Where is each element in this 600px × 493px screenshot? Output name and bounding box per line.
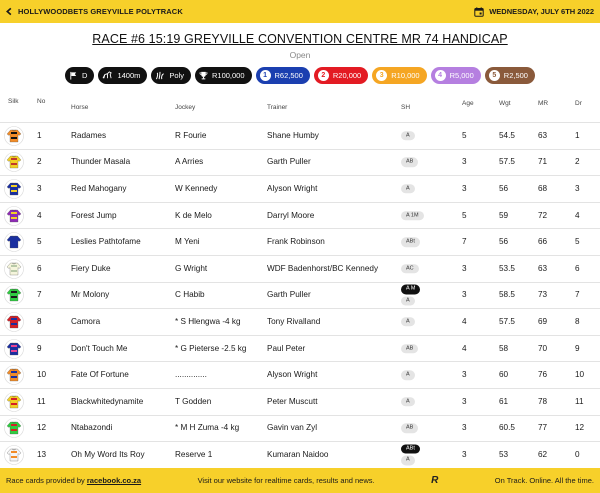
pill-label: D — [82, 71, 88, 80]
col-wgt: Wgt — [499, 100, 511, 107]
place-number: 5 — [489, 70, 500, 81]
jockey-name: K de Melo — [175, 210, 212, 220]
runner-weight: 58.5 — [499, 290, 515, 300]
runner-number: 8 — [37, 316, 42, 326]
sh-badges — [401, 370, 415, 380]
trainer-name: Alyson Wright — [267, 183, 318, 193]
runner-number: 2 — [37, 157, 42, 167]
silk-jersey-icon — [4, 339, 24, 359]
horse-name: Leslies Pathtofame — [71, 237, 141, 247]
col-sh: SH — [401, 104, 411, 111]
trainer-name: Tony Rivalland — [267, 316, 321, 326]
runner-number: 5 — [37, 237, 42, 247]
horse-name: Thunder Masala — [71, 157, 131, 167]
footer-credit — [6, 476, 141, 485]
equipment-badge: A — [401, 184, 415, 194]
trainer-name: Darryl Moore — [267, 210, 315, 220]
merit-rating: 69 — [538, 316, 548, 326]
footer-bar — [0, 468, 600, 493]
runner-age: 5 — [462, 130, 467, 140]
runner-number: 4 — [37, 210, 42, 220]
runner-age: 3 — [462, 263, 467, 273]
horse-name: Fate Of Fortune — [71, 370, 129, 380]
race-pill — [372, 67, 426, 84]
merit-rating: 63 — [538, 130, 548, 140]
table-row[interactable] — [0, 441, 600, 468]
draw-number: 1 — [575, 130, 580, 140]
runner-number: 10 — [37, 370, 47, 380]
jockey-name: Reserve 1 — [175, 449, 213, 459]
sh-badges — [401, 264, 419, 274]
race-date: WEDNESDAY, JULY 6TH 2022 — [489, 7, 594, 16]
race-info-pills — [0, 67, 600, 84]
place-number: 3 — [376, 70, 387, 81]
date-header — [474, 7, 594, 17]
equipment-badge: AC — [401, 264, 419, 274]
draw-number: 10 — [575, 370, 585, 380]
col-horse: Horse — [71, 104, 89, 111]
horse-name: Red Mahogany — [71, 183, 127, 193]
silk-jersey-icon — [4, 392, 24, 412]
trainer-name: Peter Muscutt — [267, 396, 318, 406]
horse-name: Mr Molony — [71, 290, 110, 300]
race-title: RACE #6 15:19 GREYVILLE CONVENTION CENTRE MR 74 HANDICAP — [92, 32, 508, 46]
pill-label: R100,000 — [211, 71, 245, 80]
silk-jersey-icon — [4, 126, 24, 146]
horse-name: Fiery Duke — [71, 263, 111, 273]
sh-badges — [401, 424, 418, 434]
trainer-name: Garth Puller — [267, 157, 311, 167]
col-dr: Dr — [575, 100, 582, 107]
col-silk: Silk — [8, 98, 19, 105]
silk-jersey-icon — [4, 152, 24, 172]
draw-number: 12 — [575, 423, 585, 433]
col-age: Age — [462, 100, 474, 107]
equipment-badge: A M — [401, 285, 420, 295]
merit-rating: 70 — [538, 343, 548, 353]
place-number: 4 — [435, 70, 446, 81]
silk-jersey-icon — [4, 232, 24, 252]
top-bar — [0, 0, 600, 23]
horse-icon — [102, 71, 113, 80]
pill-label: R62,500 — [274, 71, 303, 80]
horse-name: Oh My Word Its Roy — [71, 449, 145, 459]
runner-age: 3 — [462, 370, 467, 380]
col-mr: MR — [538, 100, 549, 107]
runners-table — [0, 122, 600, 468]
table-row[interactable] — [0, 335, 600, 362]
sh-badges — [401, 131, 415, 141]
equipment-badge: ABt — [401, 237, 420, 247]
equipment-badge: A — [401, 296, 415, 306]
trainer-name: Gavin van Zyl — [267, 423, 318, 433]
race-pill — [431, 67, 481, 84]
footer-tagline: On Track. Online. All the time. — [494, 476, 594, 485]
runner-number: 13 — [37, 449, 47, 459]
footer-credit-text: Race cards provided by — [6, 476, 85, 485]
race-pill — [151, 67, 191, 84]
calendar-icon — [474, 7, 484, 17]
pill-label: Poly — [169, 71, 184, 80]
draw-number: 6 — [575, 263, 580, 273]
runner-weight: 56 — [499, 237, 509, 247]
runner-weight: 57.5 — [499, 316, 515, 326]
merit-rating: 63 — [538, 263, 548, 273]
runner-number: 1 — [37, 130, 42, 140]
table-row[interactable] — [0, 202, 600, 229]
horse-name: Forest Jump — [71, 210, 117, 220]
draw-number: 2 — [575, 157, 580, 167]
equipment-badge: A — [401, 131, 415, 141]
runner-weight: 61 — [499, 396, 509, 406]
race-pill — [195, 67, 252, 84]
merit-rating: 66 — [538, 237, 548, 247]
runner-age: 3 — [462, 290, 467, 300]
horse-name: Radames — [71, 130, 107, 140]
venue-title: HOLLYWOODBETS GREYVILLE POLYTRACK — [18, 7, 183, 16]
merit-rating: 73 — [538, 290, 548, 300]
race-pill — [65, 67, 94, 84]
jockey-name: M Yeni — [175, 237, 200, 247]
table-row[interactable] — [0, 388, 600, 415]
pill-label: 1400m — [117, 71, 141, 80]
pill-label: R2,500 — [503, 71, 528, 80]
horse-name: Camora — [71, 316, 101, 326]
runner-number: 9 — [37, 343, 42, 353]
runner-weight: 60 — [499, 370, 509, 380]
silk-jersey-icon — [4, 259, 24, 279]
pill-label: R5,000 — [449, 71, 474, 80]
merit-rating: 77 — [538, 423, 548, 433]
equipment-badge: AB — [401, 344, 418, 354]
brand-logo-icon: R — [431, 475, 439, 486]
runner-weight: 57.5 — [499, 157, 515, 167]
racebook-link[interactable]: racebook.co.za — [86, 476, 142, 485]
jockey-name: A Arries — [175, 157, 204, 167]
draw-number: 3 — [575, 183, 580, 193]
trainer-name: Alyson Wright — [267, 370, 318, 380]
runner-age: 3 — [462, 449, 467, 459]
horse-name: Ntabazondi — [71, 423, 113, 433]
venue-header — [5, 7, 183, 16]
runner-age: 7 — [462, 237, 467, 247]
equipment-badge: A — [401, 456, 415, 466]
draw-number: 9 — [575, 343, 580, 353]
back-arrow-icon[interactable] — [5, 7, 14, 16]
table-row[interactable] — [0, 361, 600, 388]
draw-number: 5 — [575, 237, 580, 247]
runner-age: 4 — [462, 316, 467, 326]
draw-number: 0 — [575, 449, 580, 459]
sh-badges — [401, 211, 424, 221]
runner-weight: 56 — [499, 183, 509, 193]
jockey-name: R Fourie — [175, 130, 207, 140]
sh-badges — [401, 158, 418, 168]
equipment-badge: AB — [401, 158, 418, 168]
draw-number: 7 — [575, 290, 580, 300]
jockey-name: * G Pieterse -2.5 kg — [175, 343, 247, 353]
runner-weight: 53.5 — [499, 263, 515, 273]
silk-jersey-icon — [4, 418, 24, 438]
jockey-name: C Habib — [175, 290, 205, 300]
sh-badges — [401, 285, 420, 306]
runner-number: 3 — [37, 183, 42, 193]
table-row[interactable] — [0, 308, 600, 335]
jockey-name: W Kennedy — [175, 183, 218, 193]
pill-label: R20,000 — [332, 71, 362, 80]
race-pill — [314, 67, 368, 84]
horse-name: Blackwhitedynamite — [71, 396, 144, 406]
draw-number: 4 — [575, 210, 580, 220]
jockey-name: .............. — [175, 370, 207, 380]
table-row[interactable] — [0, 228, 600, 255]
draw-number: 8 — [575, 316, 580, 326]
merit-rating: 71 — [538, 157, 548, 167]
equipment-badge: ABt — [401, 444, 420, 454]
runner-weight: 53 — [499, 449, 509, 459]
silk-jersey-icon — [4, 206, 24, 226]
runner-age: 4 — [462, 343, 467, 353]
runner-age: 3 — [462, 183, 467, 193]
trainer-name: Garth Puller — [267, 290, 311, 300]
col-no: No — [37, 98, 46, 105]
race-subtitle: Open — [289, 50, 311, 60]
runner-number: 12 — [37, 423, 47, 433]
silk-jersey-icon — [4, 445, 24, 465]
trainer-name: Frank Robinson — [267, 237, 325, 247]
runner-weight: 58 — [499, 343, 509, 353]
merit-rating: 76 — [538, 370, 548, 380]
sh-badges — [401, 317, 415, 327]
sh-badges — [401, 397, 415, 407]
jockey-name: T Godden — [175, 396, 212, 406]
grass-icon — [155, 71, 165, 80]
merit-rating: 68 — [538, 183, 548, 193]
merit-rating: 78 — [538, 396, 548, 406]
col-trainer: Trainer — [267, 104, 288, 111]
runner-weight: 59 — [499, 210, 509, 220]
runner-number: 6 — [37, 263, 42, 273]
race-pill — [98, 67, 147, 84]
race-pill — [485, 67, 535, 84]
silk-jersey-icon — [4, 312, 24, 332]
col-jockey: Jockey — [175, 104, 196, 111]
runner-number: 11 — [37, 396, 46, 406]
runner-age: 5 — [462, 210, 467, 220]
merit-rating: 72 — [538, 210, 548, 220]
jockey-name: * S Hlengwa -4 kg — [175, 316, 241, 326]
runner-weight: 54.5 — [499, 130, 515, 140]
sh-badges — [401, 184, 415, 194]
table-row[interactable] — [0, 255, 600, 282]
jockey-name: G Wright — [175, 263, 208, 273]
trainer-name: Paul Peter — [267, 343, 306, 353]
silk-jersey-icon — [4, 285, 24, 305]
table-row[interactable] — [0, 415, 600, 442]
flag-icon — [69, 71, 78, 80]
runner-number: 7 — [37, 290, 42, 300]
runner-age: 3 — [462, 157, 467, 167]
place-number: 2 — [318, 70, 329, 81]
silk-jersey-icon — [4, 179, 24, 199]
table-row[interactable] — [0, 282, 600, 309]
equipment-badge: A — [401, 397, 415, 407]
sh-badges — [401, 237, 420, 247]
trainer-name: WDF Badenhorst/BC Kennedy — [267, 263, 379, 273]
horse-name: Don't Touch Me — [71, 343, 128, 353]
sh-badges — [401, 444, 420, 465]
equipment-badge: A — [401, 317, 415, 327]
trainer-name: Shane Humby — [267, 130, 319, 140]
equipment-badge: AB — [401, 424, 418, 434]
runner-age: 3 — [462, 396, 467, 406]
pill-label: R10,000 — [391, 71, 420, 80]
merit-rating: 62 — [538, 449, 548, 459]
place-number: 1 — [260, 70, 271, 81]
draw-number: 11 — [575, 396, 584, 406]
runner-weight: 60.5 — [499, 423, 515, 433]
trophy-icon — [199, 71, 208, 80]
trainer-name: Kumaran Naidoo — [267, 449, 329, 459]
equipment-badge: A 1M — [401, 211, 424, 221]
runner-age: 3 — [462, 423, 467, 433]
equipment-badge: A — [401, 370, 415, 380]
table-row[interactable] — [0, 149, 600, 176]
table-row[interactable] — [0, 175, 600, 202]
table-row[interactable] — [0, 122, 600, 149]
jockey-name: * M H Zuma -4 kg — [175, 423, 240, 433]
sh-badges — [401, 344, 418, 354]
race-pill — [256, 67, 310, 84]
footer-message: Visit our website for realtime cards, results and news. — [197, 476, 375, 485]
silk-jersey-icon — [4, 365, 24, 385]
